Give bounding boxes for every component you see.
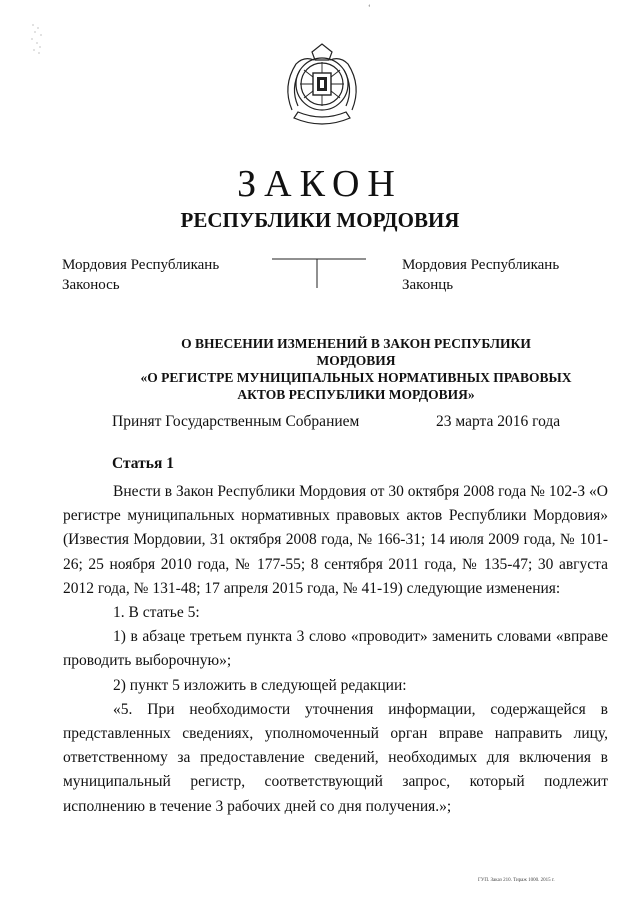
moksha-right-line1: Мордовия Республикань xyxy=(402,257,560,273)
law-title xyxy=(140,335,572,403)
moksha-right-line2: Законць xyxy=(402,277,454,293)
adopted-by-label: Принят Государственным Собранием xyxy=(112,413,360,430)
top-mark: ʻ xyxy=(368,3,371,12)
adoption-date: 23 марта 2016 года xyxy=(436,413,561,430)
moksha-label-right xyxy=(402,255,559,295)
document-title: ЗАКОН xyxy=(237,163,403,205)
law-title-line3: АКТОВ РЕСПУБЛИКИ МОРДОВИЯ» xyxy=(237,387,475,402)
paragraph: 1) в абзаце третьем пункта 3 слово «проводит» заменить словами «вправе проводить выборочную»; xyxy=(63,628,608,670)
coat-of-arms-emblem xyxy=(274,40,370,132)
scan-speckle-icon xyxy=(30,22,44,56)
article-body xyxy=(63,480,608,819)
paragraph: 2) пункт 5 изложить в следующей редакции: xyxy=(113,676,407,694)
print-info-footer: ГУП. Заказ 210. Тираж 1000. 2015 г. xyxy=(478,878,555,883)
erzya-label-left xyxy=(62,255,219,295)
law-title-line2: «О РЕГИСТРЕ МУНИЦИПАЛЬНЫХ НОРМАТИВНЫХ ПРАВОВЫХ xyxy=(140,370,572,385)
paragraph: «5. При необходимости уточнения информации, содержащейся в представленных сведениях, уполномоченный орган вправе направить лицу, ответственному за предоставление сведений, необходимых для включения в муниципальный регистр, соответствующий запрос, который подлежит исполнению в течение 3 рабочих дней со дня получения.»; xyxy=(63,700,608,815)
law-title-line1: О ВНЕСЕНИИ ИЗМЕНЕНИЙ В ЗАКОН РЕСПУБЛИКИ МОРДОВИЯ xyxy=(181,336,531,368)
header-divider-icon xyxy=(272,258,366,288)
erzya-left-line1: Мордовия Республикань xyxy=(62,257,220,273)
paragraph: Внести в Закон Республики Мордовия от 30 октября 2008 года № 102-З «О регистре муниципальных нормативных правовых актов Республики Мордовия» (Известия Мордовии, 31 октября 2008 года, № 166-31; 14 июля 2009 года, № 101-26; 25 ноября 2010 года, № 177-55; 8 сентября 2011 года, № 135-47; 30 августа 2012 года, № 131-48; 17 апреля 2015 года, № 41-19) следующие изменения: xyxy=(63,483,608,597)
paragraph: 1. В статье 5: xyxy=(113,604,200,622)
erzya-left-line2: Законось xyxy=(62,277,120,293)
document-subtitle: РЕСПУБЛИКИ МОРДОВИЯ xyxy=(180,208,460,232)
article-heading: Статья 1 xyxy=(112,455,174,472)
